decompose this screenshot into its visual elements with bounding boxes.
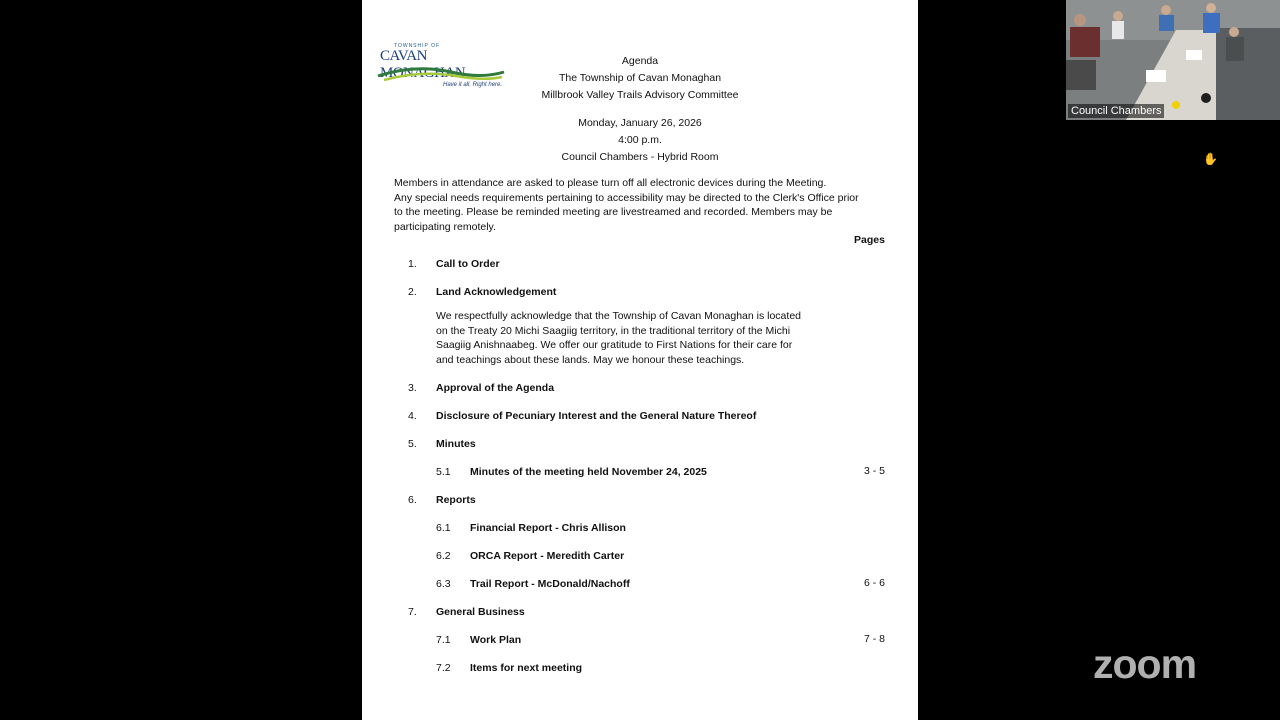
item-number: 5. [408,438,417,450]
agenda-committee: Millbrook Valley Trails Advisory Committee [541,89,739,101]
subitem-title: ORCA Report - Meredith Carter [470,550,625,562]
hand-cursor-icon: ✋ [1203,152,1218,166]
item-number: 3. [408,382,417,394]
item-title: Approval of the Agenda [436,382,555,394]
item-number: 6. [408,494,417,506]
agenda-title: Agenda [621,55,659,67]
item-title: Land Acknowledgement [436,286,557,298]
subitem-number: 5.1 [436,466,451,478]
participant-video-tile[interactable] [1066,0,1280,120]
item-number: 2. [408,286,417,298]
subitem-title: Work Plan [470,634,522,646]
subitem-number: 7.2 [436,662,451,674]
zoom-logo: zoom [1093,641,1197,687]
subitem-number: 7.1 [436,634,451,646]
participant-name-label: Council Chambers [1068,104,1164,118]
subitem-title: Trail Report - McDonald/Nachoff [470,578,630,590]
pages-column-header: Pages [854,234,885,246]
subitem-number: 6.2 [436,550,451,562]
meeting-location: Council Chambers - Hybrid Room [561,151,719,163]
item-number: 1. [408,258,417,270]
item-title: Disclosure of Pecuniary Interest and the General Nature Thereof [436,410,757,422]
item-title: Minutes [436,438,476,450]
meeting-time: 4:00 p.m. [618,134,662,146]
land-acknowledgement-text: We respectfully acknowledge that the Township of Cavan Monaghan is located on the Treaty 20 Michi Saagiig territory, in the traditional territory of the Michi Saagiig Anishnaabeg. We offer our gratitude to First Nations for their care for and teachings about these lands. May we honour these teachings. [436,310,801,367]
subitem-title: Minutes of the meeting held November 24, 2025 [470,466,707,478]
subitem-number: 6.1 [436,522,451,534]
logo-swoosh [376,62,506,84]
subitem-title: Items for next meeting [470,662,583,674]
agenda-header [502,53,778,104]
conference-room-video [1066,0,1280,120]
meeting-details [502,115,778,166]
item-title: General Business [436,606,525,618]
item-number: 4. [408,410,417,422]
subitem-number: 6.3 [436,578,451,590]
item-title: Call to Order [436,258,500,270]
meeting-date: Monday, January 26, 2026 [578,117,702,129]
agenda-org: The Township of Cavan Monaghan [558,72,722,84]
subitem-pages: 6 - 6 [863,577,885,589]
item-title: Reports [436,494,476,506]
subitem-pages: 7 - 8 [863,633,885,645]
subitem-pages: 3 - 5 [863,465,885,477]
shared-document-page [362,0,918,720]
township-logo: TOWNSHIP OF CAVAN MONAGHAN Have it all. Right here. [376,40,506,92]
subitem-title: Financial Report - Chris Allison [470,522,626,534]
intro-paragraph: Members in attendance are asked to please turn off all electronic devices during the Meeting. Any special needs requirements pertaining to accessibility may be directed to the Clerk's Office prior to the meeting. Please be reminded meeting are livestreamed and recorded. Members may be participating remotely. [394,177,859,234]
item-number: 7. [408,606,417,618]
